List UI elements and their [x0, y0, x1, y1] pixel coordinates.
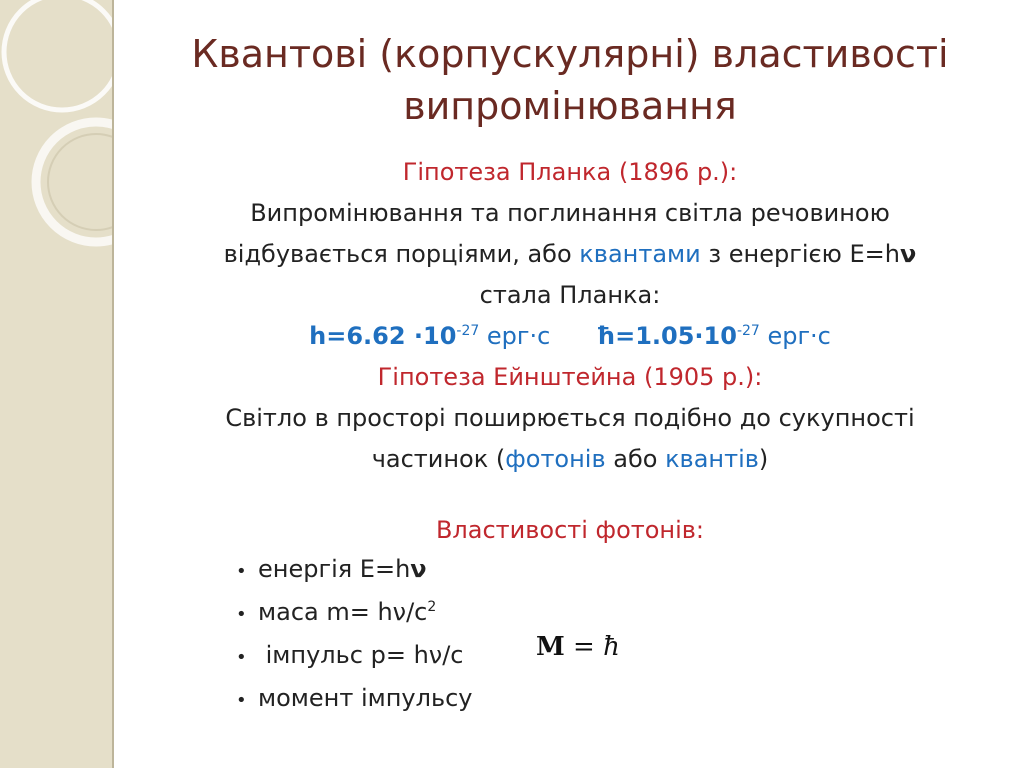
- nu-symbol: ν: [899, 240, 917, 268]
- list-item-text: маса m= hν/c: [258, 598, 428, 626]
- list-item: [236, 678, 473, 721]
- slide-title-line2: випромінювання: [403, 84, 737, 128]
- list-item: [236, 592, 473, 635]
- slide-content: [130, 152, 1010, 551]
- list-item-sup: 2: [427, 599, 437, 615]
- h-value: h=6.62 ·10: [309, 322, 457, 350]
- list-item-text: момент імпульсу: [258, 684, 473, 712]
- quanta-term-2: квантів: [665, 445, 759, 473]
- angular-momentum-formula: [536, 632, 620, 662]
- bullet-icon: •: [236, 561, 247, 582]
- properties-list: [236, 549, 473, 721]
- formula-hbar: ħ: [603, 632, 620, 662]
- bullet-icon: •: [236, 647, 247, 668]
- planck-constant-label: стала Планка:: [479, 281, 661, 309]
- bullet-icon: •: [236, 604, 247, 625]
- list-item: [236, 549, 473, 592]
- einstein-text-line2: [130, 439, 1010, 480]
- hbar-unit: ерг·с: [759, 322, 831, 350]
- list-item: [236, 635, 473, 678]
- bullet-icon: •: [236, 690, 247, 711]
- planck-heading: Гіпотеза Планка (1896 р.):: [402, 158, 738, 186]
- einstein-text-line1: Світло в просторі поширюється подібно до сукупності: [225, 404, 915, 432]
- spacer: [130, 480, 1010, 510]
- formula-m: M: [536, 632, 565, 662]
- photons-term: фотонів: [505, 445, 606, 473]
- planck-energy-formula: з енергією Е=h: [700, 240, 900, 268]
- list-item-text: енергія E=h: [258, 555, 411, 583]
- hbar-value: ħ=1.05·10: [596, 322, 737, 350]
- nu-symbol: ν: [410, 555, 427, 583]
- list-item-text: імпульс p= hν/c: [258, 641, 464, 669]
- slide-sidebar: [0, 0, 112, 768]
- formula-equals: =: [564, 632, 604, 662]
- slide-title-line1: Квантові (корпускулярні) властивості: [191, 32, 949, 76]
- h-exponent: -27: [456, 323, 480, 339]
- sidebar-divider: [112, 0, 114, 768]
- planck-constants: [130, 316, 1010, 357]
- planck-text-before: відбувається порціями, або: [223, 240, 580, 268]
- hbar-exponent: -27: [736, 323, 760, 339]
- or-word: або: [605, 445, 666, 473]
- h-unit: ерг·с: [479, 322, 551, 350]
- planck-text-line1: Випромінювання та поглинання світла речовиною: [250, 199, 890, 227]
- einstein-text-after: ): [758, 445, 769, 473]
- properties-heading: Властивості фотонів:: [435, 516, 705, 544]
- planck-text-line2: [130, 234, 1010, 275]
- quanta-term: квантами: [579, 240, 701, 268]
- slide-title: [130, 28, 1010, 132]
- einstein-text-before: частинок (: [371, 445, 506, 473]
- einstein-heading: Гіпотеза Ейнштейна (1905 р.):: [377, 363, 763, 391]
- decorative-circles: [0, 0, 112, 260]
